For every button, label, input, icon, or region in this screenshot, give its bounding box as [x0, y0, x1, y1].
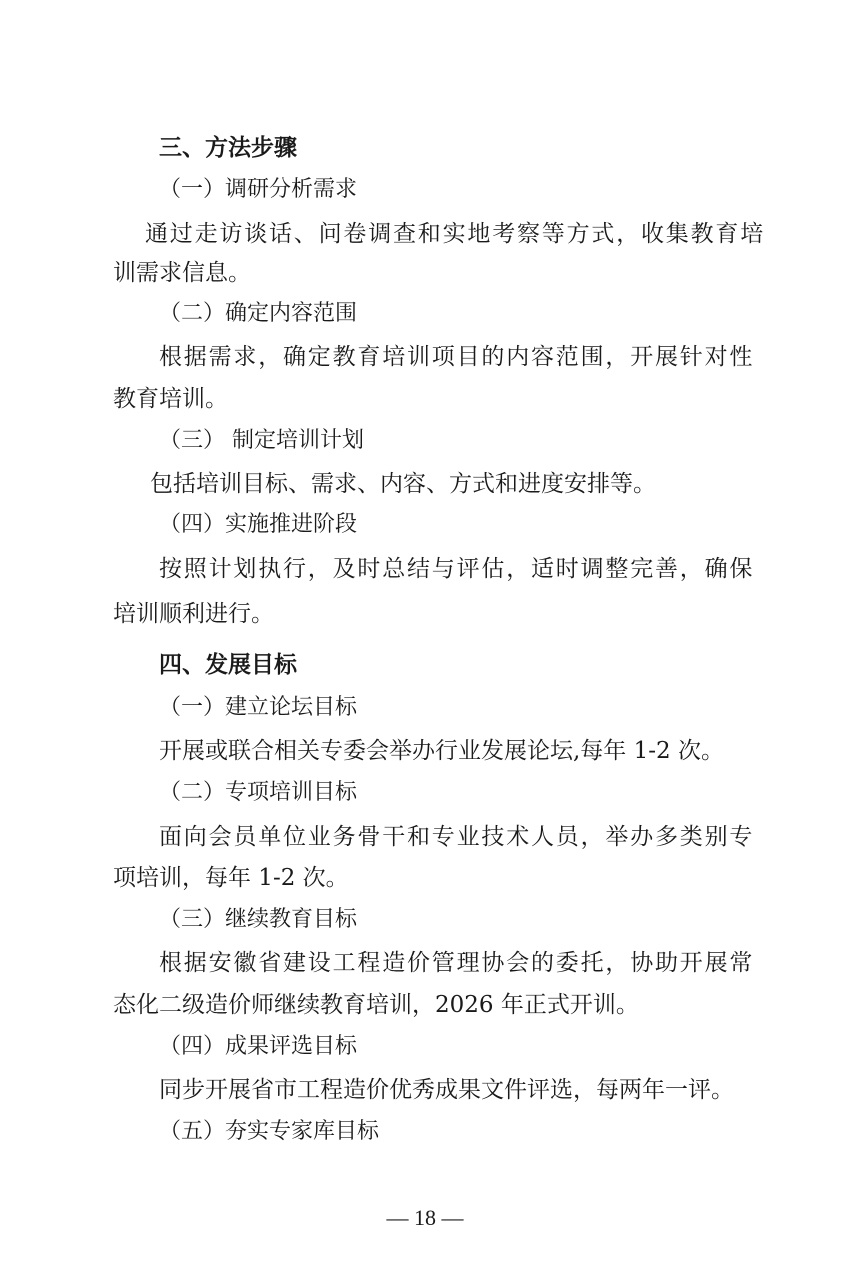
paragraph-line: 按照计划执行，及时总结与评估，适时调整完善，确保	[159, 556, 755, 582]
subheading-content-scope: （二）确定内容范围	[159, 301, 358, 326]
paragraph-line: 开展或联合相关专委会举办行业发展论坛,每年 1-2 次。	[159, 738, 724, 764]
section-heading-methods: 三、方法步骤	[159, 135, 297, 161]
subheading-research-needs: （一）调研分析需求	[159, 177, 358, 202]
paragraph-line: 根据需求，确定教育培训项目的内容范围，开展针对性	[159, 344, 755, 370]
subheading-expert-pool-goal: （五）夯实专家库目标	[159, 1119, 380, 1144]
subheading-implementation: （四）实施推进阶段	[159, 512, 358, 537]
subheading-awards-goal: （四）成果评选目标	[159, 1034, 358, 1059]
section-heading-goals: 四、发展目标	[159, 652, 297, 678]
paragraph-line: 训需求信息。	[113, 260, 251, 286]
paragraph-line: 包括培训目标、需求、内容、方式和进度安排等。	[150, 471, 656, 497]
paragraph-line: 根据安徽省建设工程造价管理协会的委托，协助开展常	[159, 950, 755, 976]
paragraph-line: 通过走访谈话、问卷调查和实地考察等方式，收集教育培	[145, 221, 765, 247]
paragraph-line: 态化二级造价师继续教育培训，2026 年正式开训。	[113, 992, 639, 1018]
subheading-training-plan: （三） 制定培训计划	[159, 428, 364, 453]
paragraph-line: 培训顺利进行。	[113, 601, 274, 627]
page-number: — 18 —	[386, 1205, 464, 1230]
paragraph-line: 面向会员单位业务骨干和专业技术人员，举办多类别专	[159, 824, 755, 850]
paragraph-line: 教育培训。	[113, 386, 228, 412]
paragraph-line: 同步开展省市工程造价优秀成果文件评选，每两年一评。	[159, 1077, 734, 1103]
paragraph-line: 项培训，每年 1-2 次。	[113, 865, 349, 891]
subheading-forum-goal: （一）建立论坛目标	[159, 695, 358, 720]
subheading-continuing-education-goal: （三）继续教育目标	[159, 907, 358, 932]
subheading-special-training-goal: （二）专项培训目标	[159, 780, 358, 805]
